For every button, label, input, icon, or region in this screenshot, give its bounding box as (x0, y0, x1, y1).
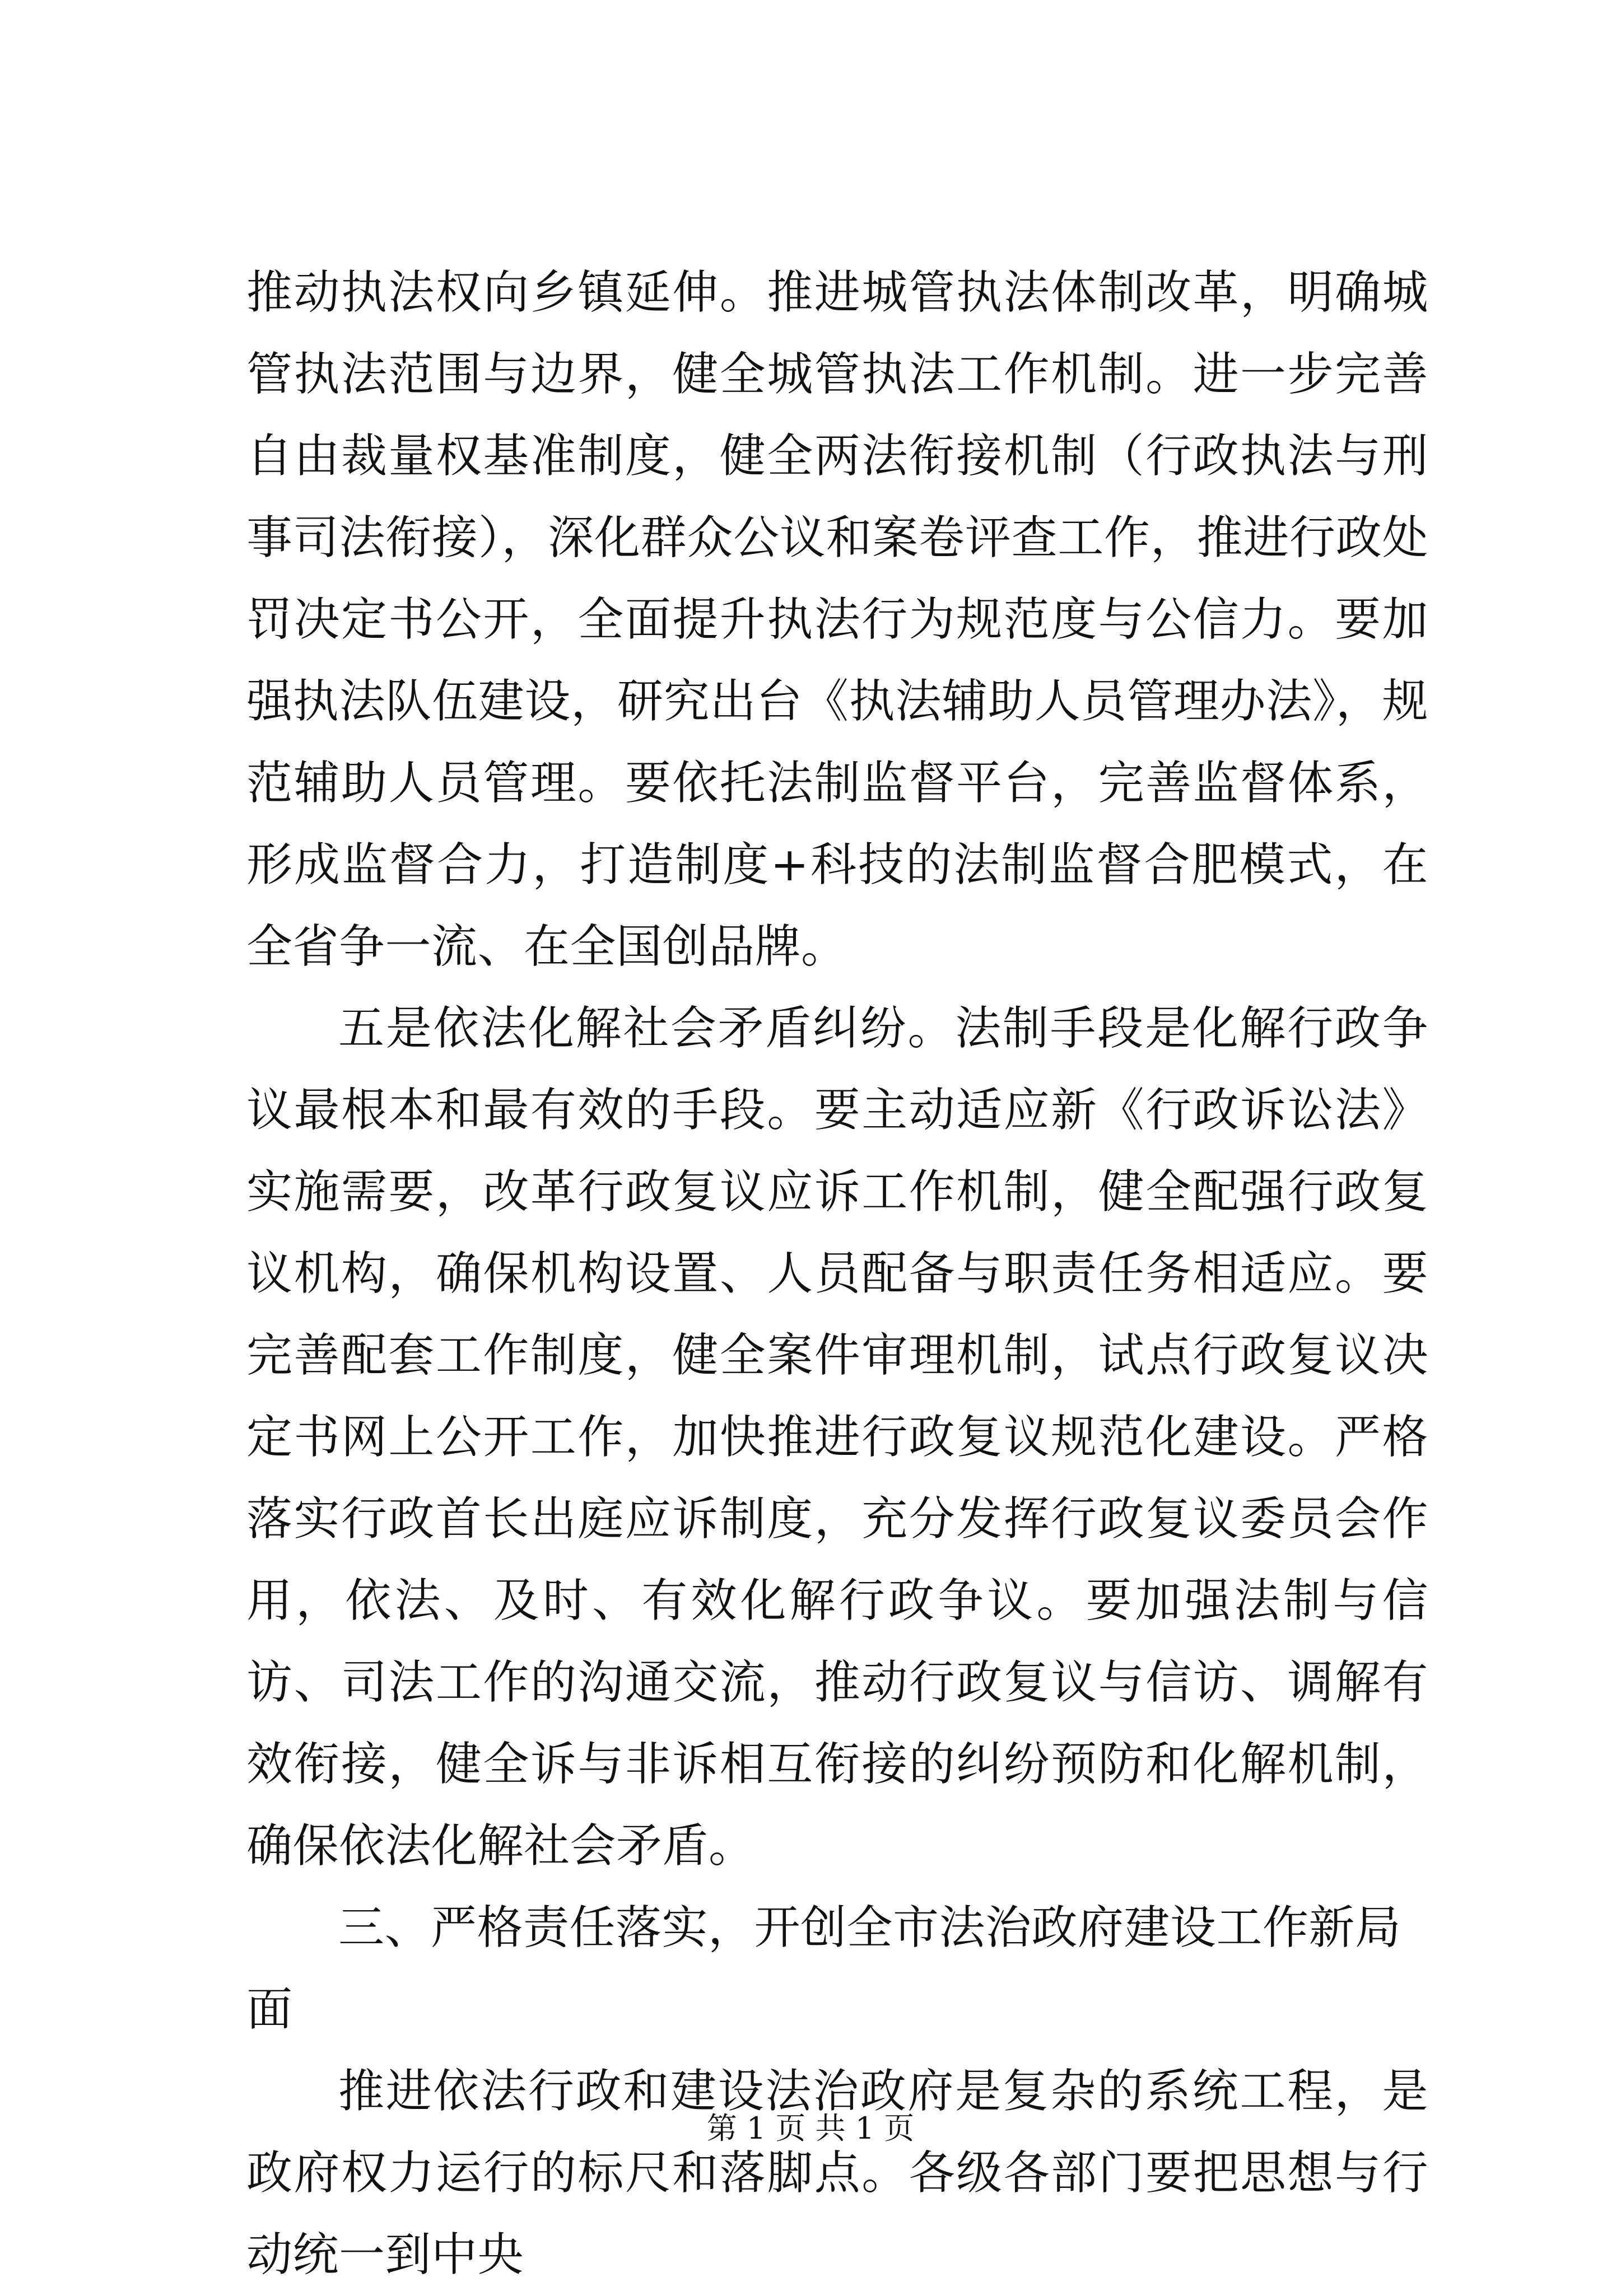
page-number-footer: 第 1 页 共 1 页 (706, 2111, 915, 2146)
paragraph-section-three-body: 推进依法行政和建设法治政府是复杂的系统工程，是政府权力运行的标尺和落脚点。各级各部门要把思想与行动统一到中央 (246, 2065, 1428, 2281)
paragraph-item-five: 五是依法化解社会矛盾纠纷。法制手段是化解行政争议最根本和最有效的手段。要主动适应新《行政诉讼法》实施需要，改革行政复议应诉工作机制，健全配强行政复议机构，确保机构设置、人员配备与职责任务相适应。要完善配套工作制度，健全案件审理机制，试点行政复议决定书网上公开工作，加快推进行政复议规范化建设。严格落实行政首长出庭应诉制度，充分发挥行政复议委员会作用，依法、及时、有效化解行政争议。要加强法制与信访、司法工作的沟通交流，推动行政复议与信访、调解有效衔接，健全诉与非诉相互衔接的纠纷预防和化解机制，确保依法化解社会矛盾。 (246, 1002, 1428, 1873)
section-heading-three: 三、严格责任落实，开创全市法治政府建设工作新局面 (246, 1901, 1401, 2036)
paragraph-continuation: 推动执法权向乡镇延伸。推进城管执法体制改革，明确城管执法范围与边界，健全城管执法工作机制。进一步完善自由裁量权基准制度，健全两法衔接机制（行政执法与刑事司法衔接），深化群众公议和案卷评查工作，推进行政处罚决定书公开，全面提升执法行为规范度与公信力。要加强执法队伍建设，研究出台《执法辅助人员管理办法》，规范辅助人员管理。要依托法制监督平台，完善监督体系，形成监督合力，打造制度+科技的法制监督合肥模式，在全省争一流、在全国创品牌。 (246, 266, 1428, 973)
document-body (246, 252, 1428, 2296)
